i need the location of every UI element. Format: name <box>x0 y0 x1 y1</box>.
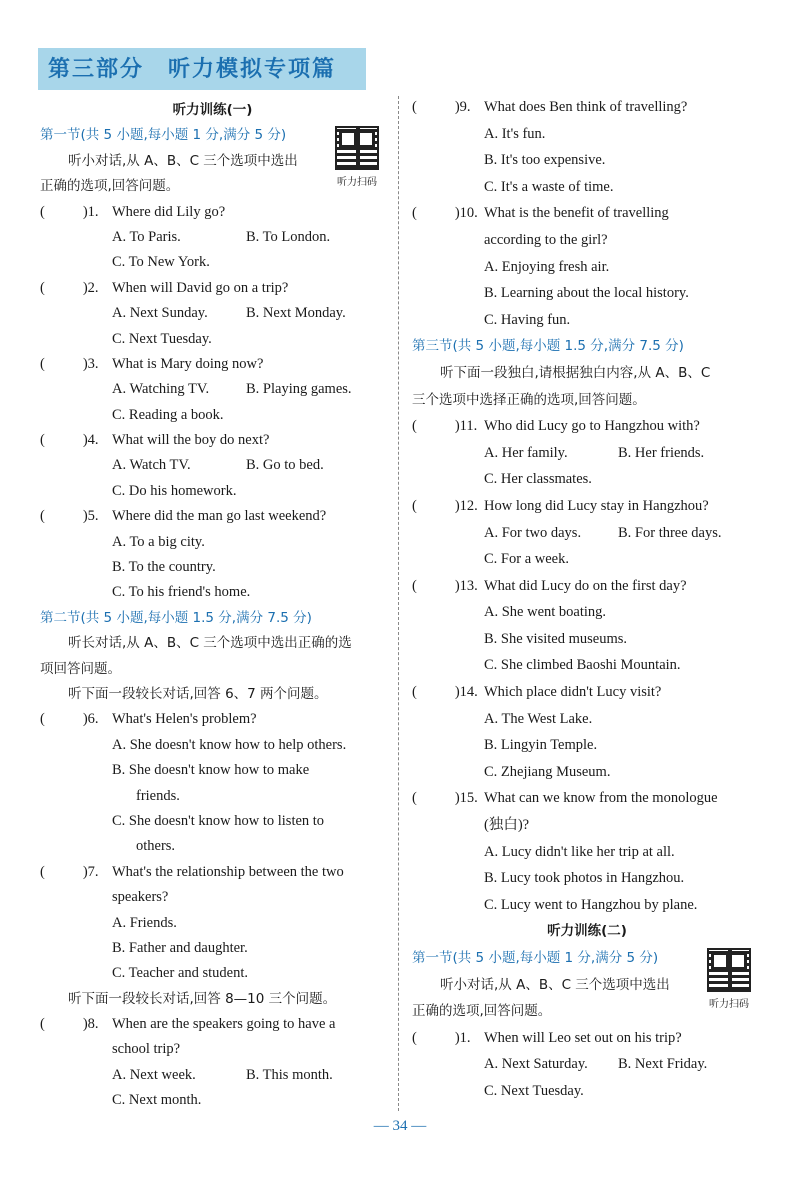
part-title: 第三部分 听力模拟专项篇 <box>48 57 337 82</box>
option-continued: others. <box>136 838 176 855</box>
option: C. Next Tuesday. <box>112 330 212 347</box>
options: A. Next Saturday. B. Next Friday. <box>484 1056 708 1073</box>
question-10: ( )10. What is the benefit of travelling <box>412 205 669 222</box>
option: C. Teacher and student. <box>112 965 249 982</box>
section-heading: 第三节(共 5 小题,每小题 1.5 分,满分 7.5 分) <box>412 338 684 355</box>
left-column <box>40 98 385 1114</box>
question-1b: ( )1. When will Leo set out on his trip? <box>412 1029 682 1046</box>
instruction: 正确的选项,回答问题。 <box>40 178 180 195</box>
option: A. Friends. <box>112 914 177 931</box>
option: C. Do his homework. <box>112 482 237 499</box>
question-4: ( )4. What will the boy do next? <box>40 432 270 449</box>
option: C. Lucy went to Hangzhou by plane. <box>484 896 698 913</box>
qr-label: 听力扫码 <box>709 999 749 1010</box>
page-number: — 34 — <box>373 1118 427 1134</box>
option: B. To the country. <box>112 559 216 576</box>
option: B. Father and daughter. <box>112 939 248 956</box>
qr-label: 听力扫码 <box>337 177 377 188</box>
option: C. She doesn't know how to listen to <box>112 812 325 829</box>
question-7: ( )7. What's the relationship between the two <box>40 863 344 880</box>
options: A. Watch TV. B. Go to bed. <box>112 457 324 474</box>
option: C. She climbed Baoshi Mountain. <box>484 657 681 674</box>
question-8: ( )8. When are the speakers going to have a <box>40 1016 336 1033</box>
option: C. For a week. <box>484 551 569 568</box>
instruction: 正确的选项,回答问题。 <box>412 1003 552 1020</box>
option: A. She doesn't know how to help others. <box>112 736 347 753</box>
option: A. To a big city. <box>112 533 205 550</box>
options: A. Her family. B. Her friends. <box>484 444 705 461</box>
instruction: 三个选项中选择正确的选项,回答问题。 <box>412 391 646 408</box>
option: C. Reading a book. <box>112 406 224 423</box>
options: A. Watching TV. B. Playing games. <box>112 381 352 398</box>
option: A. The West Lake. <box>484 710 593 727</box>
option: B. Lingyin Temple. <box>484 737 598 754</box>
question-1: ( )1. Where did Lily go? <box>40 203 226 220</box>
instruction: 听下面一段较长对话,回答 8—10 三个问题。 <box>68 990 337 1007</box>
option: B. Learning about the local history. <box>484 285 689 302</box>
question-12: ( )12. How long did Lucy stay in Hangzhou? <box>412 497 709 514</box>
options: A. Next week. B. This month. <box>112 1066 333 1083</box>
option: B. Lucy took photos in Hangzhou. <box>484 870 685 887</box>
qr-code-icon <box>335 126 379 170</box>
question-5: ( )5. Where did the man go last weekend? <box>40 508 327 525</box>
option: C. Having fun. <box>484 311 571 328</box>
instruction: 听小对话,从 A、B、C 三个选项中选出 <box>440 976 670 993</box>
section-heading: 第二节(共 5 小题,每小题 1.5 分,满分 7.5 分) <box>40 609 312 626</box>
exercise-title: 听力训练(二) <box>547 923 627 940</box>
part-banner <box>38 48 366 90</box>
question-11: ( )11. Who did Lucy go to Hangzhou with? <box>412 418 700 435</box>
option-continued: friends. <box>136 787 180 804</box>
question-2: ( )2. When will David go on a trip? <box>40 279 289 296</box>
option: B. She visited museums. <box>484 630 627 647</box>
option: C. Next month. <box>112 1092 202 1109</box>
option: C. Her classmates. <box>484 471 592 488</box>
question-6: ( )6. What's Helen's problem? <box>40 711 257 728</box>
option: A. Lucy didn't like her trip at all. <box>484 843 675 860</box>
instruction: 听长对话,从 A、B、C 三个选项中选出正确的选 <box>68 635 352 652</box>
instruction: 听下面一段独白,请根据独白内容,从 A、B、C <box>440 364 711 381</box>
option: A. It's fun. <box>484 125 546 142</box>
option: B. She doesn't know how to make <box>112 762 310 779</box>
question-13: ( )13. What did Lucy do on the first day? <box>412 577 687 594</box>
options: A. For two days. B. For three days. <box>484 524 722 541</box>
question-continued: according to the girl? <box>484 231 608 248</box>
section-heading: 第一节(共 5 小题,每小题 1 分,满分 5 分) <box>40 127 287 144</box>
question-continued: speakers? <box>112 889 169 906</box>
options: A. To Paris. B. To London. <box>112 228 331 245</box>
question-continued: school trip? <box>112 1041 181 1058</box>
option: C. Zhejiang Museum. <box>484 763 611 780</box>
section-heading: 第一节(共 5 小题,每小题 1 分,满分 5 分) <box>412 950 659 966</box>
instruction: 听下面一段较长对话,回答 6、7 两个问题。 <box>68 685 328 702</box>
option: C. It's a waste of time. <box>484 178 614 195</box>
question-15: ( )15. What can we know from the monologue <box>412 790 718 807</box>
question-continued: (独白)? <box>484 817 530 834</box>
option: A. She went boating. <box>484 604 607 621</box>
question-14: ( )14. Which place didn't Lucy visit? <box>412 684 662 701</box>
question-9: ( )9. What does Ben think of travelling? <box>412 99 688 115</box>
question-3: ( )3. What is Mary doing now? <box>40 355 264 372</box>
qr-code-1[interactable] <box>330 126 384 188</box>
instruction: 项回答问题。 <box>40 660 121 677</box>
options: A. Next Sunday. B. Next Monday. <box>112 305 346 322</box>
option: C. To his friend's home. <box>112 584 251 601</box>
exercise-title: 听力训练(一) <box>172 102 253 118</box>
qr-code-icon <box>707 948 751 992</box>
qr-code-2[interactable] <box>702 948 756 1010</box>
option: A. Enjoying fresh air. <box>484 258 610 275</box>
column-divider <box>398 96 399 1111</box>
instruction: 听小对话,从 A、B、C 三个选项中选出 <box>68 152 298 169</box>
option: C. To New York. <box>112 254 210 271</box>
option: B. It's too expensive. <box>484 152 606 169</box>
option: C. Next Tuesday. <box>484 1082 584 1099</box>
